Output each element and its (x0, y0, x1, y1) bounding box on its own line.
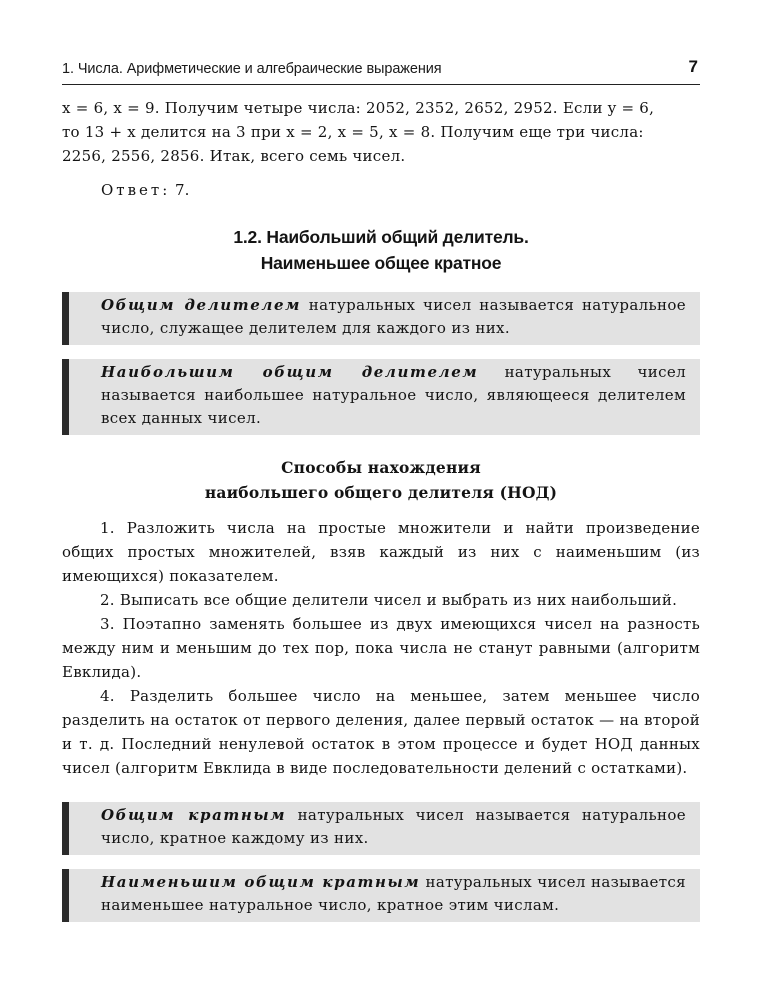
definition-text: натуральных чисел называется натуральное число, служащее делителем для каждого из них. (101, 296, 686, 337)
methods-list (62, 516, 700, 780)
methods-heading-line-2: наибольшего общего делителя (НОД) (204, 483, 558, 502)
chapter-title: 1. Числа. Арифметические и алгебраические выражения (62, 61, 442, 77)
page-number: 7 (688, 57, 698, 76)
method-item-4: 4. Разделить большее число на меньшее, затем меньшее число разделить на остаток от первого деления, далее первый остаток — на второй и т. д. Последний ненулевой остаток в этом процессе и будет НОД данных чисел (алгоритм Евклида в виде последовательности делений с остатками). (62, 687, 700, 777)
solution-line-1: x = 6, x = 9. Получим четыре числа: 2052, 2352, 2652, 2952. Если y = 6, (62, 99, 655, 117)
section-title (62, 224, 700, 276)
definition-text: натуральных чисел называется натуральное число, кратное каждому из них. (101, 806, 686, 847)
definition-term: Общим делителем (101, 296, 301, 314)
definition-text: натуральных чисел называется наибольшее натуральное число, являющееся делителем всех данных чисел. (101, 363, 686, 427)
definition-term: Наибольшим общим делителем (101, 363, 479, 381)
method-item-3: 3. Поэтапно заменять большее из двух имеющихся чисел на разность между ним и меньшим до тех пор, пока числа не станут равными (алгоритм Евклида). (62, 615, 700, 681)
definition-text: натуральных чисел называется наименьшее натуральное число, кратное этим числам. (101, 873, 686, 914)
definition-term: Общим кратным (101, 806, 287, 824)
method-item-2: 2. Выписать все общие делители чисел и выбрать из них наибольший. (100, 591, 678, 609)
answer (62, 178, 700, 202)
answer-value: 7. (170, 181, 190, 199)
definition-term: Наименьшим общим кратным (101, 873, 421, 891)
page-content (62, 96, 700, 922)
section-title-line-1: 1.2. Наибольший общий делитель. (233, 227, 529, 247)
definition-common-divisor (62, 292, 700, 345)
running-header (62, 56, 700, 85)
method-item-1: 1. Разложить числа на простые множители и найти произведение общих простых множителей, взяв каждый из них с наименьшим (из имеющихся) показателем. (62, 519, 700, 585)
definition-gcd (62, 359, 700, 435)
answer-label: Ответ: (101, 181, 171, 199)
solution-line-3: 2256, 2556, 2856. Итак, всего семь чисел. (62, 147, 406, 165)
methods-heading-line-1: Способы нахождения (281, 458, 481, 477)
solution-continuation (62, 96, 700, 168)
section-title-line-2: Наименьшее общее кратное (260, 253, 502, 273)
methods-heading (62, 455, 700, 505)
solution-line-2: то 13 + x делится на 3 при x = 2, x = 5, x = 8. Получим еще три числа: (62, 123, 644, 141)
definition-lcm (62, 869, 700, 922)
definition-common-multiple (62, 802, 700, 855)
